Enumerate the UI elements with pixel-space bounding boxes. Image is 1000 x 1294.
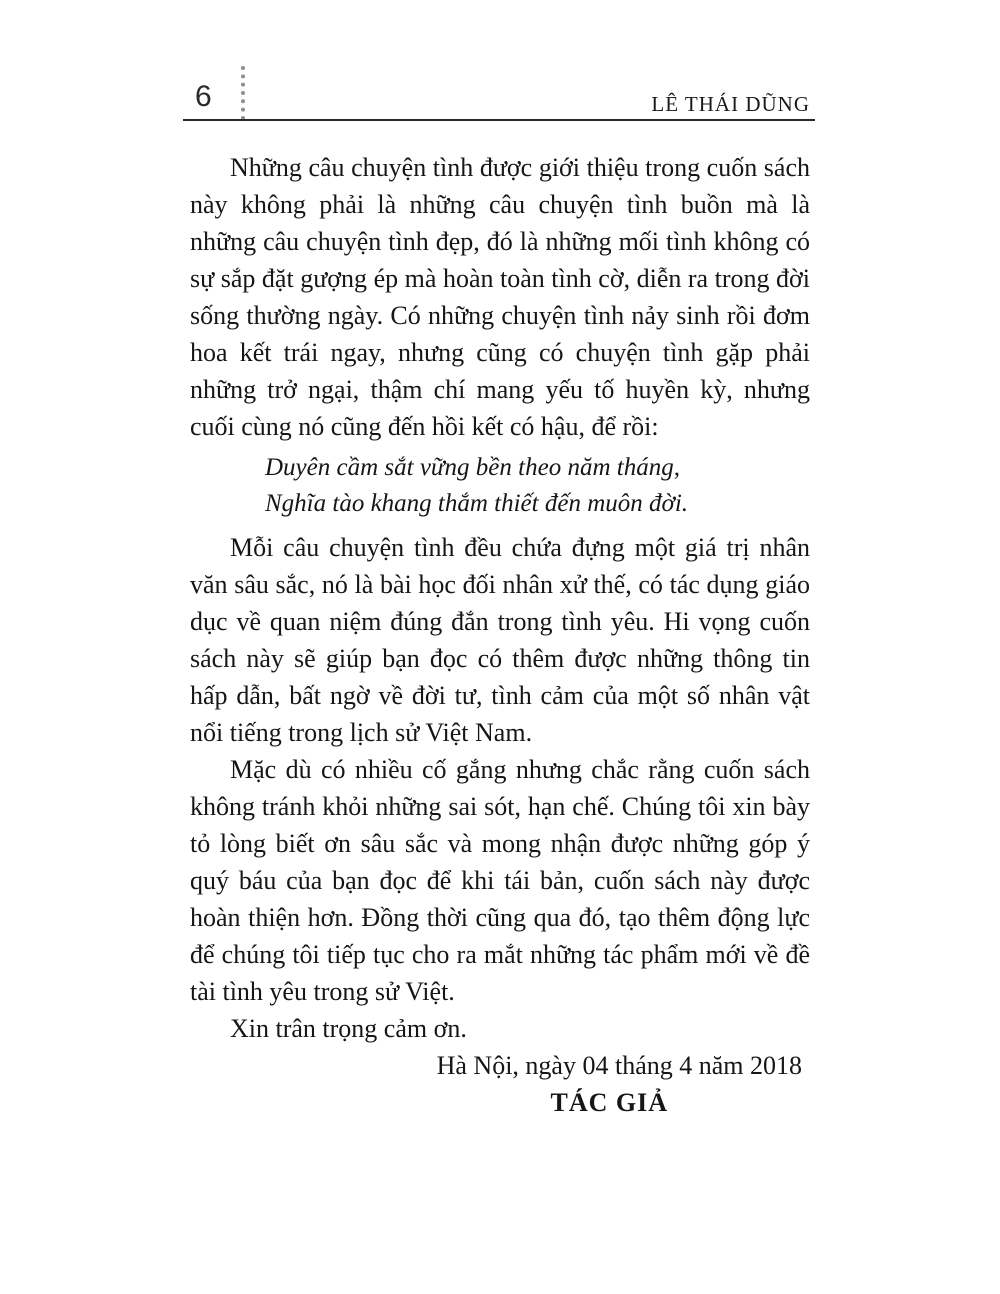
header-rule xyxy=(183,119,815,121)
signature-author-label: TÁC GIẢ xyxy=(550,1088,668,1117)
page-number: 6 xyxy=(195,80,212,113)
closing-line: Xin trân trọng cảm ơn. xyxy=(230,1014,467,1043)
verse-couplet xyxy=(265,450,810,522)
running-head-author: LÊ THÁI DŨNG xyxy=(651,92,810,116)
paragraph-acknowledgement: Mặc dù có nhiều cố gắng nhưng chắc rằng cuốn sách không tránh khỏi những sai sót, hạn chế. Chúng tôi xin bày tỏ lòng biết ơn sâu sắc và mong nhận được những góp ý quý báu của bạn đọc để khi tái bản, cuốn sách này được hoàn thiện hơn. Đồng thời cũng qua đó, tạo thêm động lực để chúng tôi tiếp tục cho ra mắt những tác phẩm mới về đề tài tình yêu trong sử Việt. xyxy=(190,755,810,1006)
ornament-dotted-line-icon xyxy=(241,66,245,120)
verse-line-1: Duyên cầm sắt vững bền theo năm tháng, xyxy=(265,454,680,481)
verse-line-2: Nghĩa tào khang thắm thiết đến muôn đời. xyxy=(265,490,689,517)
paragraph-value: Mỗi câu chuyện tình đều chứa đựng một giá trị nhân văn sâu sắc, nó là bài học đối nhân xử thế, có tác dụng giáo dục về quan niệm đúng đắn trong tình yêu. Hi vọng cuốn sách này sẽ giúp bạn đọc có thêm được những thông tin hấp dẫn, bất ngờ về đời tư, tình cảm của một số nhân vật nổi tiếng trong lịch sử Việt Nam. xyxy=(190,533,810,747)
paragraph-intro: Những câu chuyện tình được giới thiệu trong cuốn sách này không phải là những câu chuyện tình buồn mà là những câu chuyện tình đẹp, đó là những mối tình không có sự sắp đặt gượng ép mà hoàn toàn tình cờ, diễn ra trong đời sống thường ngày. Có những chuyện tình nảy sinh rồi đơm hoa kết trái ngay, nhưng cũng có chuyện tình gặp phải những trở ngại, thậm chí mang yếu tố huyền kỳ, nhưng cuối cùng nó cũng đến hồi kết có hậu, để rồi: xyxy=(190,153,810,441)
page-body xyxy=(190,149,810,1121)
dateline: Hà Nội, ngày 04 tháng 4 năm 2018 xyxy=(436,1051,802,1080)
